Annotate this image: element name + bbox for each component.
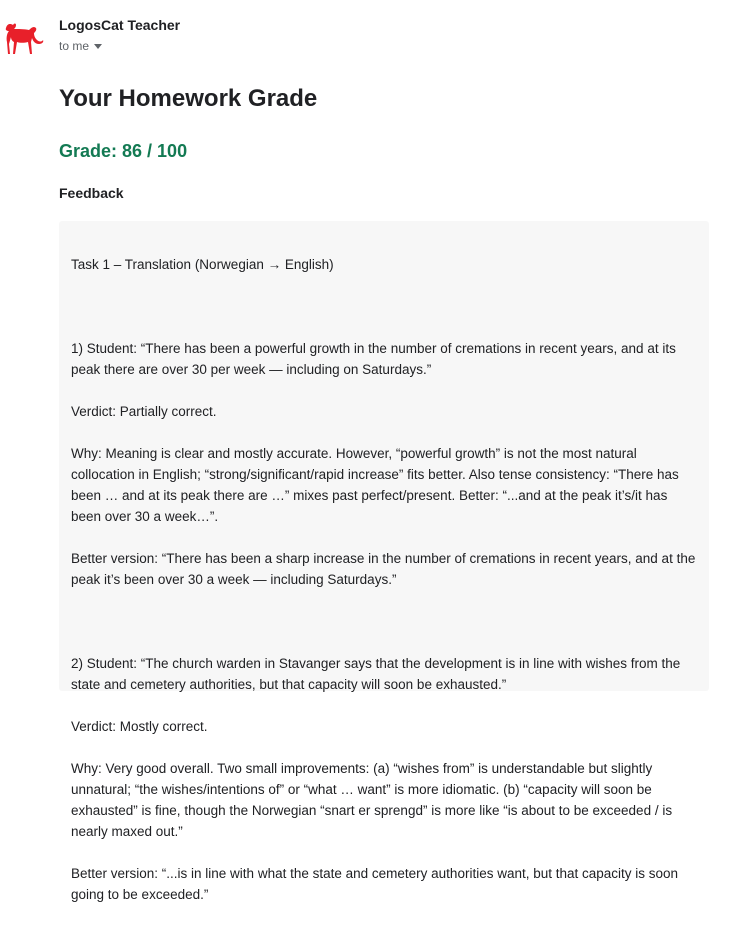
feedback-content [59, 221, 709, 902]
chevron-down-icon [94, 44, 102, 49]
feedback-why-1: Why: Meaning is clear and mostly accurate. However, “powerful growth” is not the most natural collocation in English; “strong/significant/rapid increase” fits better. Also tense consistency: “There has been … and at its peak there are …” mixes past perfect/present. Better: “...and at the peak it’s/it has been over 30 a week…”. [71, 446, 679, 524]
feedback-better-1: Better version: “There has been a sharp increase in the number of cremations in recent years, and at the peak it’s been over 30 a week — including Saturdays.” [71, 551, 696, 587]
grade-score: Grade: 86 / 100 [59, 141, 188, 161]
feedback-verdict-2: Verdict: Mostly correct. [71, 719, 208, 734]
email-title: Your Homework Grade [59, 85, 318, 112]
sender-name[interactable]: LogosCat Teacher [59, 17, 181, 33]
recipient-dropdown[interactable] [59, 39, 102, 53]
feedback-heading: Feedback [59, 185, 124, 201]
feedback-student-1: 1) Student: “There has been a powerful growth in the number of cremations in recent years, and at its peak there are over 30 per week — including on Saturdays.” [71, 341, 676, 377]
feedback-why-2: Why: Very good overall. Two small improvements: (a) “wishes from” is understandable but slightly unnatural; “the wishes/intentions of” or “what … want” is more idiomatic. (b) “capacity will soon be exhausted” is fine, though the Norwegian “snart er sprengd” is more like “is about to be exceeded / is nearly maxed out.” [71, 761, 673, 839]
cat-logo-icon [4, 20, 44, 56]
feedback-verdict-1: Verdict: Partially correct. [71, 404, 217, 419]
feedback-student-2: 2) Student: “The church warden in Stavanger says that the development is in line with wishes from the state and cemetery authorities, but that capacity will soon be exhausted.” [71, 656, 681, 692]
task-heading: Task 1 – Translation (Norwegian → English) [71, 257, 334, 272]
recipient-label: to me [59, 39, 90, 53]
feedback-better-2: Better version: “...is in line with what the state and cemetery authorities want, but that capacity is soon going to be exceeded.” [71, 866, 679, 902]
